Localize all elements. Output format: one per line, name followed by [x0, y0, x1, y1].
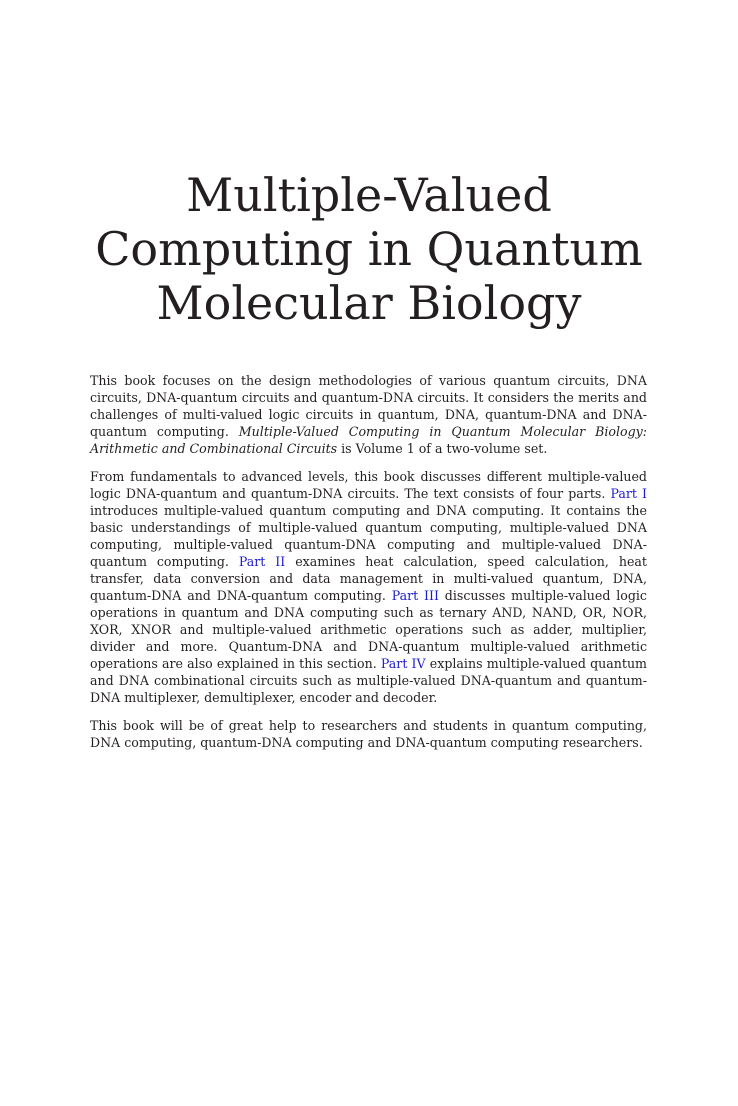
part-1-link[interactable]: Part I	[610, 486, 647, 501]
p2-text-c: examines heat calculation, speed calculation, heat transfer, data conversion and data management in multi-valued quantum, DNA, quantum-DNA and DNA-quantum computing.	[90, 554, 647, 603]
book-title-line-3: Molecular Biology	[156, 276, 582, 330]
description-paragraph-3: This book will be of great help to researchers and students in quantum computing, DNA computing, quantum-DNA computing and DNA-quantum computing researchers.	[90, 718, 647, 750]
part-3-link[interactable]: Part III	[391, 588, 439, 603]
p1-italic-title: Multiple-Valued Computing in Quantum Molecular Biology: Arithmetic and Combinational Circuits	[90, 424, 647, 456]
book-title	[60, 168, 678, 330]
part-4-link[interactable]: Part IV	[380, 656, 426, 671]
p2-text-e: explains multiple-valued quantum and DNA combinational circuits such as multiple-valued DNA-quantum and quantum-DNA multiplexer, demultiplexer, encoder and decoder.	[90, 656, 647, 705]
description-paragraph-2	[90, 468, 647, 706]
p1-text-a: This book focuses on the design methodologies of various quantum circuits, DNA circuits, DNA-quantum circuits and quantum-DNA circuits. It considers the merits and challenges of multi-valued logic circuits in quantum, DNA, quantum-DNA and DNA-quantum computing.	[90, 373, 647, 439]
description-paragraph-1	[90, 372, 647, 457]
p1-text-b: is Volume 1 of a two-volume set.	[337, 441, 548, 456]
p2-text-a: From fundamentals to advanced levels, this book discusses different multiple-valued logic DNA-quantum and quantum-DNA circuits. The text consists of four parts.	[90, 469, 647, 501]
book-description	[90, 372, 647, 762]
part-2-link[interactable]: Part II	[238, 554, 286, 569]
p2-text-d: discusses multiple-valued logic operations in quantum and DNA computing such as ternary AND, NAND, OR, NOR, XOR, XNOR and multiple-valued arithmetic operations such as adder, multiplier, divider and more. Quantum-DNA and DNA-quantum multiple-valued arithmetic operations are also explained in this section.	[90, 588, 647, 671]
book-title-line-2: Computing in Quantum	[95, 222, 643, 276]
book-title-line-1: Multiple-Valued	[186, 168, 552, 222]
p2-text-b: introduces multiple-valued quantum computing and DNA computing. It contains the basic understandings of multiple-valued quantum computing, multiple-valued DNA computing, multiple-valued quantum-DNA computing and multiple-valued DNA-quantum computing.	[90, 503, 647, 569]
